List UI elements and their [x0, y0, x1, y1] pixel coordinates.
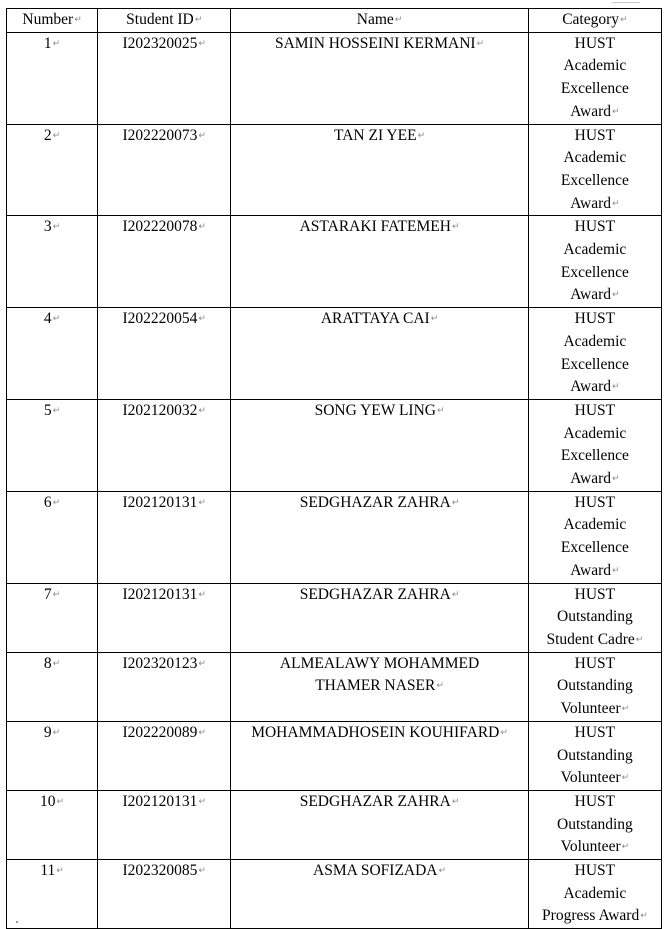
paragraph-mark-icon: ↵	[436, 681, 444, 692]
cell-category	[528, 583, 661, 652]
table-row	[7, 790, 662, 859]
paragraph-mark-icon: ↵	[620, 15, 628, 25]
table-row	[7, 32, 662, 124]
header-category: Category↵	[528, 9, 661, 33]
cell-number: 10↵	[7, 790, 98, 859]
cell-category-line: Excellence	[560, 171, 629, 189]
paragraph-mark-icon: ↵	[198, 589, 206, 600]
cell-student-id: I202320085↵	[98, 860, 231, 929]
cell-name: ASMA SOFIZADA↵	[231, 860, 528, 929]
cell-category-line: Academic	[563, 57, 627, 75]
paragraph-mark-icon: ↵	[198, 796, 206, 807]
cell-name: TAN ZI YEE↵	[231, 124, 528, 216]
cell-name-line: THAMER NASER↵	[315, 677, 444, 695]
cell-number: 9↵	[7, 721, 98, 790]
cell-category-line: Academic	[563, 516, 627, 534]
paragraph-mark-icon: ↵	[74, 15, 82, 25]
paragraph-mark-icon: ↵	[451, 222, 460, 233]
cell-number: 2↵	[7, 124, 98, 216]
paragraph-mark-icon: ↵	[500, 727, 508, 738]
cell-category-line: Award↵	[570, 194, 620, 212]
cell-category-line: Progress Award↵	[542, 907, 648, 925]
paragraph-mark-icon: ↵	[612, 198, 620, 209]
cell-name: SEDGHAZAR ZAHRA↵	[231, 491, 528, 583]
cell-student-id: I202120131↵	[98, 583, 231, 652]
cell-number: 5↵	[7, 399, 98, 491]
cell-student-id: I202320123↵	[98, 652, 231, 721]
cell-category-line: Award↵	[570, 378, 620, 396]
cell-student-id: I202220073↵	[98, 124, 231, 216]
cell-name: SEDGHAZAR ZAHRA↵	[231, 790, 528, 859]
cell-category-line: Excellence	[560, 80, 629, 98]
paragraph-mark-icon: ↵	[451, 497, 460, 508]
paragraph-mark-icon: ↵	[52, 405, 61, 416]
cell-student-id: I202120032↵	[98, 399, 231, 491]
paragraph-mark-icon: ↵	[612, 382, 620, 393]
paragraph-mark-icon: ↵	[52, 658, 61, 669]
cell-number: 4↵	[7, 308, 98, 400]
table-row	[7, 399, 662, 491]
cell-number: 3↵	[7, 216, 98, 308]
cell-name: ARATTAYA CAI↵	[231, 308, 528, 400]
cell-category-line: Award↵	[570, 561, 620, 579]
cell-number: 8↵	[7, 652, 98, 721]
cell-category	[528, 721, 661, 790]
cell-number: 1↵	[7, 32, 98, 124]
cell-category	[528, 399, 661, 491]
table-row	[7, 860, 662, 929]
cell-category-line: Volunteer↵	[560, 838, 630, 856]
cell-category-line: Volunteer↵	[560, 700, 630, 718]
cell-category-line: HUST	[574, 34, 616, 52]
cell-category	[528, 32, 661, 124]
cell-category-line: HUST	[574, 493, 616, 511]
table-row	[7, 491, 662, 583]
cell-name-line: ALMEALAWY MOHAMMED	[279, 654, 480, 672]
table-row	[7, 583, 662, 652]
cell-category-line: HUST	[574, 218, 616, 236]
paragraph-mark-icon: ↵	[198, 38, 206, 49]
cell-category	[528, 308, 661, 400]
cell-name: SAMIN HOSSEINI KERMANI↵	[231, 32, 528, 124]
header-student-id: Student ID↵	[98, 9, 231, 33]
cell-category-line: Academic	[563, 241, 627, 259]
cell-category-line: Academic	[563, 332, 627, 350]
paragraph-mark-icon: ↵	[476, 38, 485, 49]
cell-category-line: HUST	[574, 792, 616, 810]
cell-category-line: HUST	[574, 723, 616, 741]
cell-category-line: Excellence	[560, 355, 629, 373]
cell-student-id: I202320025↵	[98, 32, 231, 124]
cell-category-line: Academic	[563, 424, 627, 442]
paragraph-mark-icon: ↵	[612, 106, 620, 117]
cell-category-line: Academic	[563, 149, 627, 167]
paragraph-mark-icon: ↵	[52, 130, 61, 141]
cell-category	[528, 860, 661, 929]
paragraph-mark-icon: ↵	[451, 589, 460, 600]
paragraph-mark-icon: ↵	[198, 314, 206, 325]
table-row	[7, 124, 662, 216]
paragraph-mark-icon: ↵	[436, 405, 445, 416]
paragraph-mark-icon: ↵	[52, 314, 61, 325]
paragraph-mark-icon: ↵	[52, 497, 61, 508]
paragraph-mark-icon: ↵	[52, 222, 61, 233]
table-body	[7, 32, 662, 928]
paragraph-mark-icon: ↵	[56, 796, 65, 807]
paragraph-mark-icon: ↵	[198, 727, 206, 738]
cell-name: MOHAMMADHOSEIN KOUHIFARD↵	[231, 721, 528, 790]
cell-category	[528, 790, 661, 859]
cell-category-line: Outstanding	[557, 746, 633, 764]
cell-category	[528, 491, 661, 583]
cell-name: SEDGHAZAR ZAHRA↵	[231, 583, 528, 652]
cell-student-id: I202220078↵	[98, 216, 231, 308]
cell-number: 7↵	[7, 583, 98, 652]
paragraph-mark-icon: ↵	[394, 15, 403, 25]
paragraph-mark-icon: ↵	[56, 866, 64, 877]
paragraph-mark-icon: ↵	[640, 911, 648, 922]
header-number: Number↵	[7, 9, 98, 33]
cell-category-line: Volunteer↵	[560, 769, 630, 787]
paragraph-mark-icon: ↵	[52, 589, 61, 600]
paragraph-mark-icon: ↵	[198, 222, 206, 233]
cell-student-id: I202220054↵	[98, 308, 231, 400]
paragraph-mark-icon: ↵	[621, 842, 630, 853]
cell-category-line: Award↵	[570, 470, 620, 488]
cell-category-line: HUST	[574, 310, 616, 328]
table-row	[7, 721, 662, 790]
cell-student-id: I202220089↵	[98, 721, 231, 790]
table-row	[7, 652, 662, 721]
cell-category-line: Academic	[563, 884, 627, 902]
paragraph-mark-icon: ↵	[430, 314, 439, 325]
paragraph-mark-icon: ↵	[194, 15, 203, 25]
cell-category-line: Outstanding	[557, 677, 633, 695]
cell-category-line: Excellence	[560, 263, 629, 281]
cell-student-id: I202120131↵	[98, 491, 231, 583]
cell-category-line: Award↵	[570, 286, 620, 304]
cell-category-line: Outstanding	[557, 815, 633, 833]
paragraph-mark-icon: ↵	[198, 130, 206, 141]
paragraph-mark-icon: ↵	[621, 773, 630, 784]
cell-category-line: Excellence	[560, 539, 629, 557]
cell-name: SONG YEW LING↵	[231, 399, 528, 491]
awards-table	[6, 8, 662, 929]
paragraph-mark-icon: ↵	[52, 38, 61, 49]
paragraph-mark-icon: ↵	[198, 497, 206, 508]
page-dot	[16, 921, 18, 923]
cell-category-line: HUST	[574, 585, 616, 603]
cell-name: ASTARAKI FATEMEH↵	[231, 216, 528, 308]
paragraph-mark-icon: ↵	[52, 727, 61, 738]
cell-number: 6↵	[7, 491, 98, 583]
cell-name	[231, 652, 528, 721]
paragraph-mark-icon: ↵	[198, 866, 206, 877]
cell-category	[528, 216, 661, 308]
paragraph-mark-icon: ↵	[438, 866, 447, 877]
cell-category-line: Award↵	[570, 102, 620, 120]
paragraph-mark-icon: ↵	[635, 634, 644, 645]
cell-category	[528, 652, 661, 721]
page-corner-line	[612, 2, 640, 3]
cell-category	[528, 124, 661, 216]
paragraph-mark-icon: ↵	[417, 130, 426, 141]
paragraph-mark-icon: ↵	[621, 704, 630, 715]
table-header-row	[7, 9, 662, 33]
paragraph-mark-icon: ↵	[451, 796, 460, 807]
cell-category-line: HUST	[574, 401, 616, 419]
paragraph-mark-icon: ↵	[612, 565, 620, 576]
cell-number: 11↵	[7, 860, 98, 929]
cell-category-line: Student Cadre↵	[546, 630, 644, 648]
cell-student-id: I202120131↵	[98, 790, 231, 859]
paragraph-mark-icon: ↵	[198, 658, 206, 669]
table-row	[7, 216, 662, 308]
header-name: Name↵	[231, 9, 528, 33]
paragraph-mark-icon: ↵	[198, 405, 206, 416]
cell-category-line: Outstanding	[557, 608, 633, 626]
cell-category-line: HUST	[574, 126, 616, 144]
cell-category-line: HUST	[574, 862, 616, 880]
cell-category-line: Excellence	[560, 447, 629, 465]
cell-category-line: HUST	[574, 654, 616, 672]
paragraph-mark-icon: ↵	[612, 290, 620, 301]
paragraph-mark-icon: ↵	[612, 474, 620, 485]
table-row	[7, 308, 662, 400]
